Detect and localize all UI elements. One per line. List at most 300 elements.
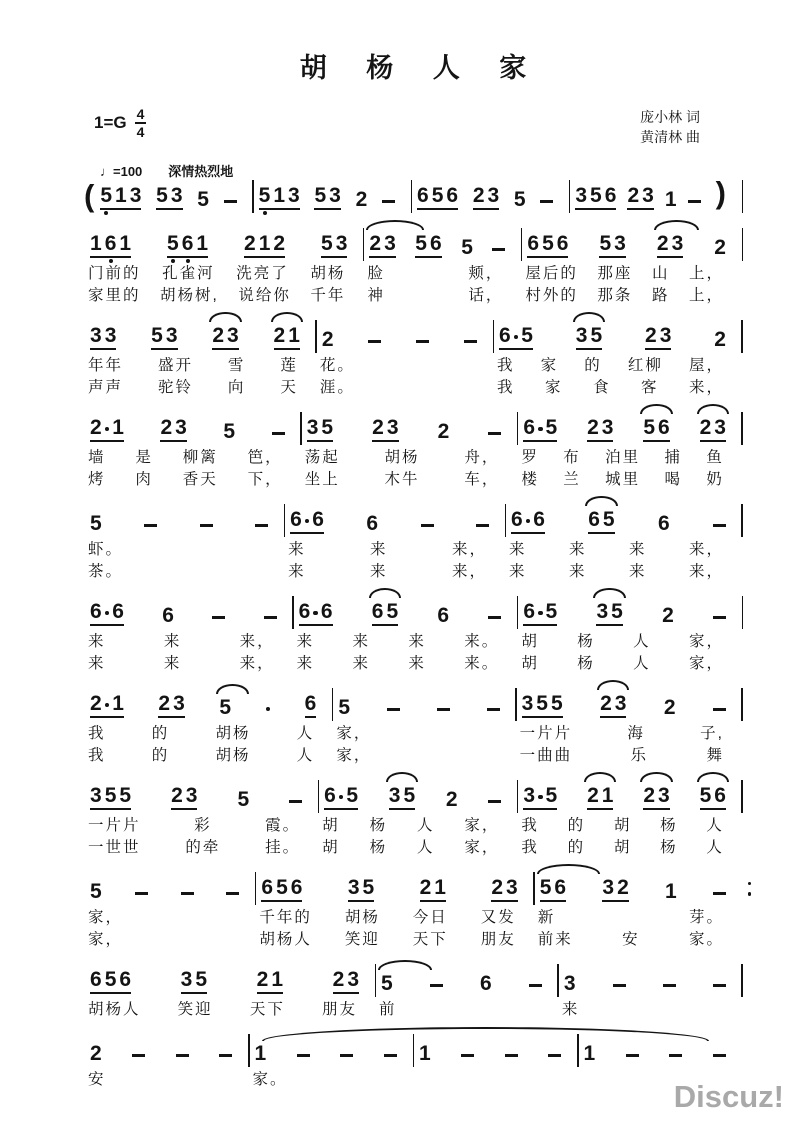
note: 1: [434, 876, 446, 899]
note: 6: [527, 232, 540, 255]
note-group: [151, 325, 177, 350]
measure: [363, 227, 521, 307]
tempo-value: ♩=100: [100, 164, 143, 179]
measure: [84, 687, 332, 767]
slur-arc: [654, 220, 699, 230]
barline: [741, 964, 743, 997]
lyric-token: 来。: [464, 633, 500, 650]
note: 3: [306, 416, 319, 439]
notes-row: [493, 319, 742, 355]
measure: [558, 963, 742, 1021]
note: 1: [419, 1042, 431, 1065]
note-group: [665, 881, 677, 902]
lyricist-credit: 庞小林 词: [640, 109, 700, 125]
measure: [493, 319, 742, 399]
note-group: [299, 601, 333, 626]
note: 5: [195, 968, 208, 991]
note-group: [181, 892, 194, 903]
note: 3: [506, 876, 518, 899]
note: 2: [472, 184, 485, 207]
slur-arc: [369, 588, 401, 598]
note: 2: [160, 416, 173, 439]
notes-row: [318, 779, 517, 815]
note: 6: [523, 600, 536, 623]
lyric-token: 孔雀河: [162, 265, 215, 282]
note: 2: [273, 324, 286, 347]
lyric-token: 屋后的: [525, 265, 578, 282]
notes-row: [517, 411, 742, 447]
notes-row: [534, 871, 742, 907]
lyrics-row: [84, 745, 332, 767]
dash-note: [181, 892, 194, 896]
lyric-token: 来。: [464, 655, 500, 672]
note-group: [158, 693, 184, 718]
note: 6: [371, 600, 384, 623]
measure: [534, 871, 742, 951]
dash-note: [421, 524, 434, 528]
measure: [84, 227, 363, 307]
lyric-token: 来: [561, 1001, 580, 1018]
lyric-token: 说给你: [238, 287, 291, 304]
lyrics-row: [521, 285, 742, 307]
lyrics-row: [84, 469, 301, 491]
note: 3: [614, 232, 626, 255]
lyric-token: 一曲曲: [519, 747, 573, 764]
dash-note: [713, 616, 726, 620]
lyric-token: 上，: [688, 287, 724, 304]
note: 2: [587, 416, 599, 439]
note: 5: [643, 416, 656, 439]
dash-note: [613, 984, 626, 988]
note: 6: [181, 232, 194, 255]
dash-note: [226, 892, 239, 896]
note-group: [160, 417, 186, 442]
notes-row: [569, 175, 742, 215]
lyric-token: 来: [352, 655, 371, 672]
note-group: [487, 708, 500, 719]
note: 5: [545, 416, 558, 439]
augmentation-dot: [105, 703, 110, 708]
lyric-token: 村外的: [525, 287, 578, 304]
note: 5: [403, 784, 416, 807]
note-group: [421, 524, 434, 535]
note-group: [464, 340, 477, 351]
note: 2: [90, 692, 102, 715]
note: 5: [156, 184, 168, 207]
note: 6: [104, 232, 117, 255]
measure: [84, 1033, 249, 1091]
note-group: [669, 1054, 682, 1065]
note-group: [255, 1043, 267, 1064]
notes-row: [413, 1033, 578, 1069]
lyrics-row: [517, 837, 742, 859]
dash-note: [382, 200, 395, 204]
measure: [517, 411, 742, 491]
note: 6: [511, 508, 523, 531]
augmentation-dot: [105, 611, 110, 616]
slur-arc: [585, 496, 617, 506]
dash-note: [132, 1054, 145, 1058]
lyrics-row: [284, 561, 505, 583]
note-group: [461, 1054, 474, 1065]
measure: [505, 503, 742, 583]
lyric-token: 烤: [88, 471, 106, 488]
note-group: [356, 189, 368, 210]
lyrics-row: [84, 723, 332, 745]
lyric-token: 荡起: [304, 449, 340, 466]
lyric-token: 来: [628, 563, 647, 580]
measure: [569, 175, 742, 215]
lyrics-row: [84, 837, 318, 859]
lyric-token: 鱼: [706, 449, 724, 466]
watermark: Discuz!: [673, 1079, 784, 1114]
system-row: [84, 319, 742, 399]
measure: [316, 319, 493, 399]
close-paren: ): [715, 175, 726, 210]
measure: [517, 595, 742, 675]
lyric-token: 彩: [194, 817, 212, 834]
lyrics-row: [363, 263, 521, 285]
note-group: [700, 785, 726, 810]
lyric-token: 雪: [227, 357, 246, 374]
note: 5: [321, 416, 334, 439]
note-group: [643, 785, 669, 810]
lyrics-row: [84, 447, 301, 469]
augmentation-dot: [105, 427, 110, 432]
note-group: [488, 616, 501, 627]
lyric-token: 家。: [252, 1071, 288, 1088]
note-group: [366, 513, 378, 534]
note: 6: [90, 600, 102, 623]
system-row: [84, 411, 742, 491]
note: 6: [499, 324, 511, 347]
note-group: [90, 969, 131, 994]
lyric-token: 胡杨: [215, 747, 251, 764]
note: 2: [321, 328, 334, 351]
augmentation-dot: [266, 707, 271, 712]
notes-row: [363, 227, 521, 263]
system-row: [84, 963, 742, 1021]
slur-arc: [366, 220, 424, 230]
lyric-token: 话，: [468, 287, 504, 304]
note: 5: [104, 968, 117, 991]
lyric-token: 一片片: [88, 817, 141, 834]
lyric-token: 屋，: [688, 357, 724, 374]
lyric-token: 布: [563, 449, 581, 466]
lyrics-row: [318, 837, 517, 859]
note-group: [289, 800, 302, 811]
note-group: [162, 605, 174, 626]
measure: [332, 687, 515, 767]
measure: [84, 411, 301, 491]
note: 5: [314, 184, 327, 207]
note: 5: [699, 784, 712, 807]
time-signature: [135, 107, 147, 139]
note: 2: [643, 784, 656, 807]
note: 2: [90, 1042, 102, 1065]
lyric-token: 今日: [412, 909, 448, 926]
lyric-token: 挂。: [265, 839, 301, 856]
lyric-token: 虾。: [88, 541, 124, 558]
note-group: [156, 185, 182, 210]
augmentation-dot: [514, 335, 519, 340]
lyric-token: 家，: [88, 909, 124, 926]
lyrics-row: [521, 263, 742, 285]
lyric-token: 涯。: [319, 379, 355, 396]
lyric-token: 千年: [310, 287, 346, 304]
note: 2: [90, 416, 102, 439]
lyric-token: 新: [537, 909, 556, 926]
note: 5: [536, 692, 548, 715]
dash-note: [384, 1054, 397, 1058]
note-group: [340, 1054, 353, 1065]
note: 3: [521, 692, 534, 715]
note-group: [664, 697, 676, 718]
note-group: [437, 708, 450, 719]
lyric-token: 来: [370, 563, 388, 580]
lyric-token: 颊，: [468, 265, 504, 282]
slur-arc: [216, 684, 249, 694]
lyrics-row: [413, 1069, 578, 1091]
lyric-token: 人: [416, 839, 435, 856]
lyric-token: 人: [706, 817, 724, 834]
measure: [318, 779, 517, 859]
system-row: [84, 1033, 742, 1091]
note: 2: [244, 232, 256, 255]
lyric-token: 安: [622, 931, 640, 948]
note-group: [219, 1054, 232, 1065]
dash-note: [505, 1054, 518, 1058]
notes-row: [253, 179, 411, 215]
lyric-token: 我: [521, 817, 539, 834]
note: 5: [258, 184, 271, 207]
lyric-token: 人: [706, 839, 724, 856]
dash-note: [430, 984, 443, 988]
note: 2: [372, 416, 384, 439]
note-group: [511, 509, 545, 534]
lyric-token: 舟，: [464, 449, 500, 466]
system-row: [84, 227, 742, 307]
lyric-token: 天下: [412, 931, 448, 948]
note: 5: [338, 696, 351, 719]
notes-row: [505, 503, 742, 539]
note-group: [665, 189, 677, 210]
lyric-token: 来: [408, 655, 426, 672]
lyric-token: 人: [633, 633, 651, 650]
lyrics-row: [493, 377, 742, 399]
note-group: [176, 1054, 189, 1065]
lyric-token: 洗亮了: [236, 265, 289, 282]
lyric-token: 人: [633, 655, 651, 672]
lyrics-row: [284, 539, 505, 561]
lyric-token: 胡: [613, 839, 632, 856]
measure: [375, 963, 558, 1021]
dash-note: [255, 524, 268, 528]
note-group: [368, 340, 381, 351]
measure: [255, 871, 533, 951]
lyric-token: 胡杨: [384, 449, 420, 466]
music-line: [84, 319, 742, 399]
note-group: [587, 785, 613, 810]
dash-note: [144, 524, 157, 528]
lyrics-row: [316, 377, 493, 399]
lyric-token: 来: [569, 541, 587, 558]
measure: [84, 871, 255, 951]
augmentation-dot: [538, 427, 543, 432]
note-group: [499, 325, 533, 350]
lyric-token: 那座: [597, 265, 633, 282]
lyrics-row: [249, 1069, 414, 1091]
notes-row: [84, 687, 332, 723]
note: 1: [288, 324, 300, 347]
lyric-token: 捕: [664, 449, 683, 466]
lyric-token: 来: [296, 655, 315, 672]
note-group: [290, 509, 324, 534]
measure: [84, 319, 316, 399]
dash-note: [492, 248, 505, 252]
lyric-token: 来: [288, 541, 306, 558]
notes-row: [293, 595, 518, 631]
lyric-token: 家，: [464, 817, 500, 834]
lyric-token: 笑迎: [177, 1001, 213, 1018]
note: 2: [419, 876, 432, 899]
note-group: [100, 185, 141, 210]
note: 6: [112, 600, 124, 623]
lyric-token: 来，: [452, 541, 488, 558]
dash-note: [529, 984, 542, 988]
note: 5: [167, 232, 179, 255]
note: 5: [611, 600, 623, 623]
note-group: [523, 601, 557, 626]
note-group: [700, 417, 726, 442]
slur-arc: [209, 312, 241, 322]
note-group: [322, 329, 334, 350]
slur-arc: [573, 312, 605, 322]
lyric-token: 家，: [336, 747, 372, 764]
lyric-token: 墙: [88, 449, 106, 466]
lyrics-row: [493, 355, 742, 377]
lyric-token: 的: [584, 357, 602, 374]
note: 3: [658, 784, 670, 807]
lyrics-row: [517, 653, 742, 675]
note: 2: [699, 416, 712, 439]
note-group: [90, 693, 124, 718]
measure: [94, 179, 252, 215]
lyric-token: 胡: [322, 817, 340, 834]
notes-row: [517, 779, 742, 815]
augmentation-dot: [538, 611, 543, 616]
lyrics-row: [255, 929, 533, 951]
notes-row: [375, 963, 558, 999]
dash-note: [224, 200, 237, 204]
note-group: [505, 1054, 518, 1065]
measure: [84, 503, 284, 583]
note: 2: [256, 968, 269, 991]
system-row: [84, 175, 742, 215]
note: 3: [180, 968, 193, 991]
measure: [284, 503, 505, 583]
note-group: [369, 233, 395, 258]
note-group: [688, 200, 701, 211]
barline: [742, 228, 744, 261]
slur-arc: [697, 404, 729, 414]
lyric-token: 的: [151, 747, 170, 764]
lyric-token: 一世世: [88, 839, 141, 856]
lyrics-row: [84, 377, 316, 399]
dash-note: [548, 1054, 561, 1058]
dash-note: [713, 892, 726, 896]
music-line: [84, 871, 742, 951]
note-group: [266, 707, 271, 719]
barline: [741, 412, 743, 445]
lyric-token: 我: [521, 839, 539, 856]
measure: [293, 595, 518, 675]
lyric-token: 柳篱: [182, 449, 218, 466]
lyric-token: 家，: [336, 725, 372, 742]
note: 1: [258, 232, 271, 255]
note: 1: [90, 232, 102, 255]
note-group: [90, 1043, 102, 1064]
note-group: [643, 417, 669, 442]
notes-row: [558, 963, 742, 999]
note-group: [446, 789, 458, 810]
note-group: [523, 785, 557, 810]
tempo-marking: [100, 161, 742, 178]
dash-note: [200, 524, 213, 528]
slur-arc: [271, 312, 303, 322]
note: 2: [158, 692, 171, 715]
note: 5: [223, 420, 236, 443]
dash-note: [488, 432, 501, 436]
note: 5: [381, 972, 393, 995]
note: 5: [386, 600, 399, 623]
note: 5: [119, 784, 132, 807]
note: 2: [663, 696, 676, 719]
note-group: [658, 513, 670, 534]
note-group: [381, 973, 393, 994]
lyric-token: 来: [288, 563, 306, 580]
note-group: [548, 1054, 561, 1065]
slur-arc: [386, 772, 418, 782]
music-line: [84, 779, 742, 859]
dash-note: [219, 1054, 232, 1058]
note: 3: [347, 876, 360, 899]
note-group: [430, 984, 443, 995]
note-group: [212, 616, 225, 627]
note: 1: [583, 1042, 596, 1065]
lyrics-row: [517, 815, 742, 837]
measure: [521, 227, 742, 307]
lyric-token: 来，: [452, 563, 488, 580]
note-group: [476, 524, 489, 535]
note: 3: [671, 232, 684, 255]
lyric-token: 杨: [577, 633, 595, 650]
lyric-token: 来: [408, 633, 426, 650]
note: 6: [290, 508, 302, 531]
time-numerator: 4: [136, 106, 145, 122]
note: 3: [90, 324, 102, 347]
barline: [741, 688, 743, 721]
note: 2: [600, 692, 612, 715]
notes-row: [84, 411, 301, 447]
note-group: [348, 877, 374, 902]
dash-note: [289, 800, 302, 804]
meta-row: [84, 107, 742, 151]
lyric-token: 朋友: [480, 931, 516, 948]
notes-row: [84, 871, 255, 907]
note-group: [90, 233, 131, 258]
note: 5: [599, 232, 612, 255]
